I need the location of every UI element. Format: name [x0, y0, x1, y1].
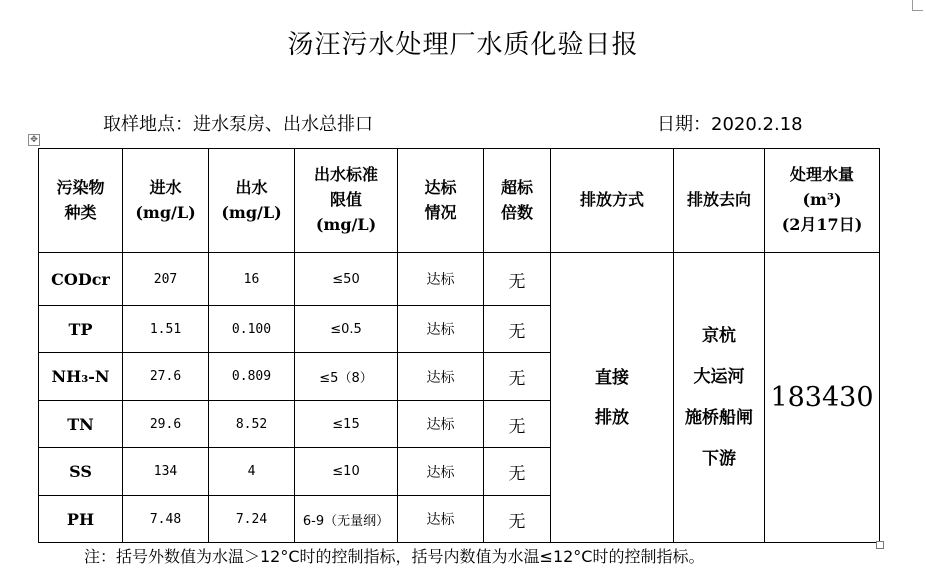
pollutant-cell: TN: [39, 401, 123, 448]
standard-cell: ≤0.5: [295, 306, 398, 353]
header-standard-line2: 限值: [329, 190, 362, 210]
header-effluent: [209, 149, 295, 253]
pollutant-cell: SS: [39, 448, 123, 496]
header-exceed-line2: 倍数: [500, 202, 533, 222]
header-volume-date: (2月17日): [781, 214, 863, 234]
destination-line2: 大运河: [693, 366, 745, 387]
influent-cell: 134: [123, 448, 209, 496]
influent-cell: 207: [123, 253, 209, 306]
destination-line3: 施桥船闸: [685, 407, 753, 428]
status-cell: 达标: [398, 496, 484, 543]
header-standard-line1: 出水标准: [313, 165, 378, 185]
status-cell: 达标: [398, 448, 484, 496]
exceed-cell: 无: [484, 448, 551, 496]
effluent-cell: 7.24: [209, 496, 295, 543]
influent-cell: 7.48: [123, 496, 209, 543]
header-effluent-unit: (mg/L): [221, 202, 282, 222]
exceed-cell: 无: [484, 401, 551, 448]
pollutant-cell: NH₃-N: [39, 353, 123, 401]
table-resize-handle[interactable]: [876, 541, 884, 549]
header-volume-unit: (m³): [802, 190, 842, 210]
pollutant-cell: PH: [39, 496, 123, 543]
page-corner-mark: [912, 0, 923, 11]
standard-cell: ≤10: [295, 448, 398, 496]
destination-line4: 下游: [702, 448, 736, 469]
header-effluent-line1: 出水: [235, 177, 268, 197]
discharge-method-line2: 排放: [595, 407, 629, 428]
status-cell: 达标: [398, 401, 484, 448]
header-status-line2: 情况: [424, 202, 457, 222]
standard-cell: ≤15: [295, 401, 398, 448]
influent-cell: 29.6: [123, 401, 209, 448]
influent-cell: 1.51: [123, 306, 209, 353]
status-cell: 达标: [398, 253, 484, 306]
status-cell: 达标: [398, 353, 484, 401]
header-exceed-line1: 超标: [500, 177, 533, 197]
exceed-cell: 无: [484, 496, 551, 543]
discharge-method-line1: 直接: [595, 367, 629, 388]
pollutant-cell: CODcr: [39, 253, 123, 306]
report-title: 汤汪污水处理厂水质化验日报: [287, 30, 639, 60]
header-discharge-destination: 排放去向: [674, 149, 765, 253]
table-row: [39, 253, 880, 306]
standard-cell: 6-9（无量纲）: [295, 496, 398, 543]
standard-cell: ≤50: [295, 253, 398, 306]
header-standard: [295, 149, 398, 253]
status-cell: 达标: [398, 306, 484, 353]
effluent-cell: 0.809: [209, 353, 295, 401]
discharge-destination-cell: [674, 253, 765, 543]
header-status-line1: 达标: [424, 177, 457, 197]
sampling-location: 取样地点：进水泵房、出水总排口: [103, 114, 373, 135]
treated-volume-cell: 183430: [765, 253, 880, 543]
discharge-method-cell: [551, 253, 674, 543]
footnote: 注：括号外数值为水温＞12°C时的控制指标，括号内数值为水温≤12°C时的控制指标。: [84, 547, 705, 566]
exceed-cell: 无: [484, 306, 551, 353]
exceed-cell: 无: [484, 353, 551, 401]
pollutant-cell: TP: [39, 306, 123, 353]
influent-cell: 27.6: [123, 353, 209, 401]
standard-cell: ≤5（8）: [295, 353, 398, 401]
header-influent: [123, 149, 209, 253]
header-standard-unit: (mg/L): [315, 214, 377, 234]
header-pollutant-line1: 污染物: [56, 177, 105, 197]
header-row: [39, 149, 880, 253]
effluent-cell: 0.100: [209, 306, 295, 353]
header-volume: [765, 149, 880, 253]
effluent-cell: 16: [209, 253, 295, 306]
header-influent-unit: (mg/L): [135, 202, 196, 222]
table-move-handle-icon[interactable]: ✥: [28, 134, 40, 146]
header-influent-line1: 进水: [149, 177, 182, 197]
effluent-cell: 8.52: [209, 401, 295, 448]
header-status: [398, 149, 484, 253]
destination-line1: 京杭: [702, 325, 736, 346]
header-exceed: [484, 149, 551, 253]
header-discharge-method: 排放方式: [551, 149, 674, 253]
effluent-cell: 4: [209, 448, 295, 496]
header-volume-line1: 处理水量: [789, 165, 854, 185]
water-quality-table: [38, 148, 880, 543]
header-pollutant: [39, 149, 123, 253]
exceed-cell: 无: [484, 253, 551, 306]
report-date: 日期：2020.2.18: [657, 114, 803, 135]
header-pollutant-line2: 种类: [64, 202, 97, 222]
